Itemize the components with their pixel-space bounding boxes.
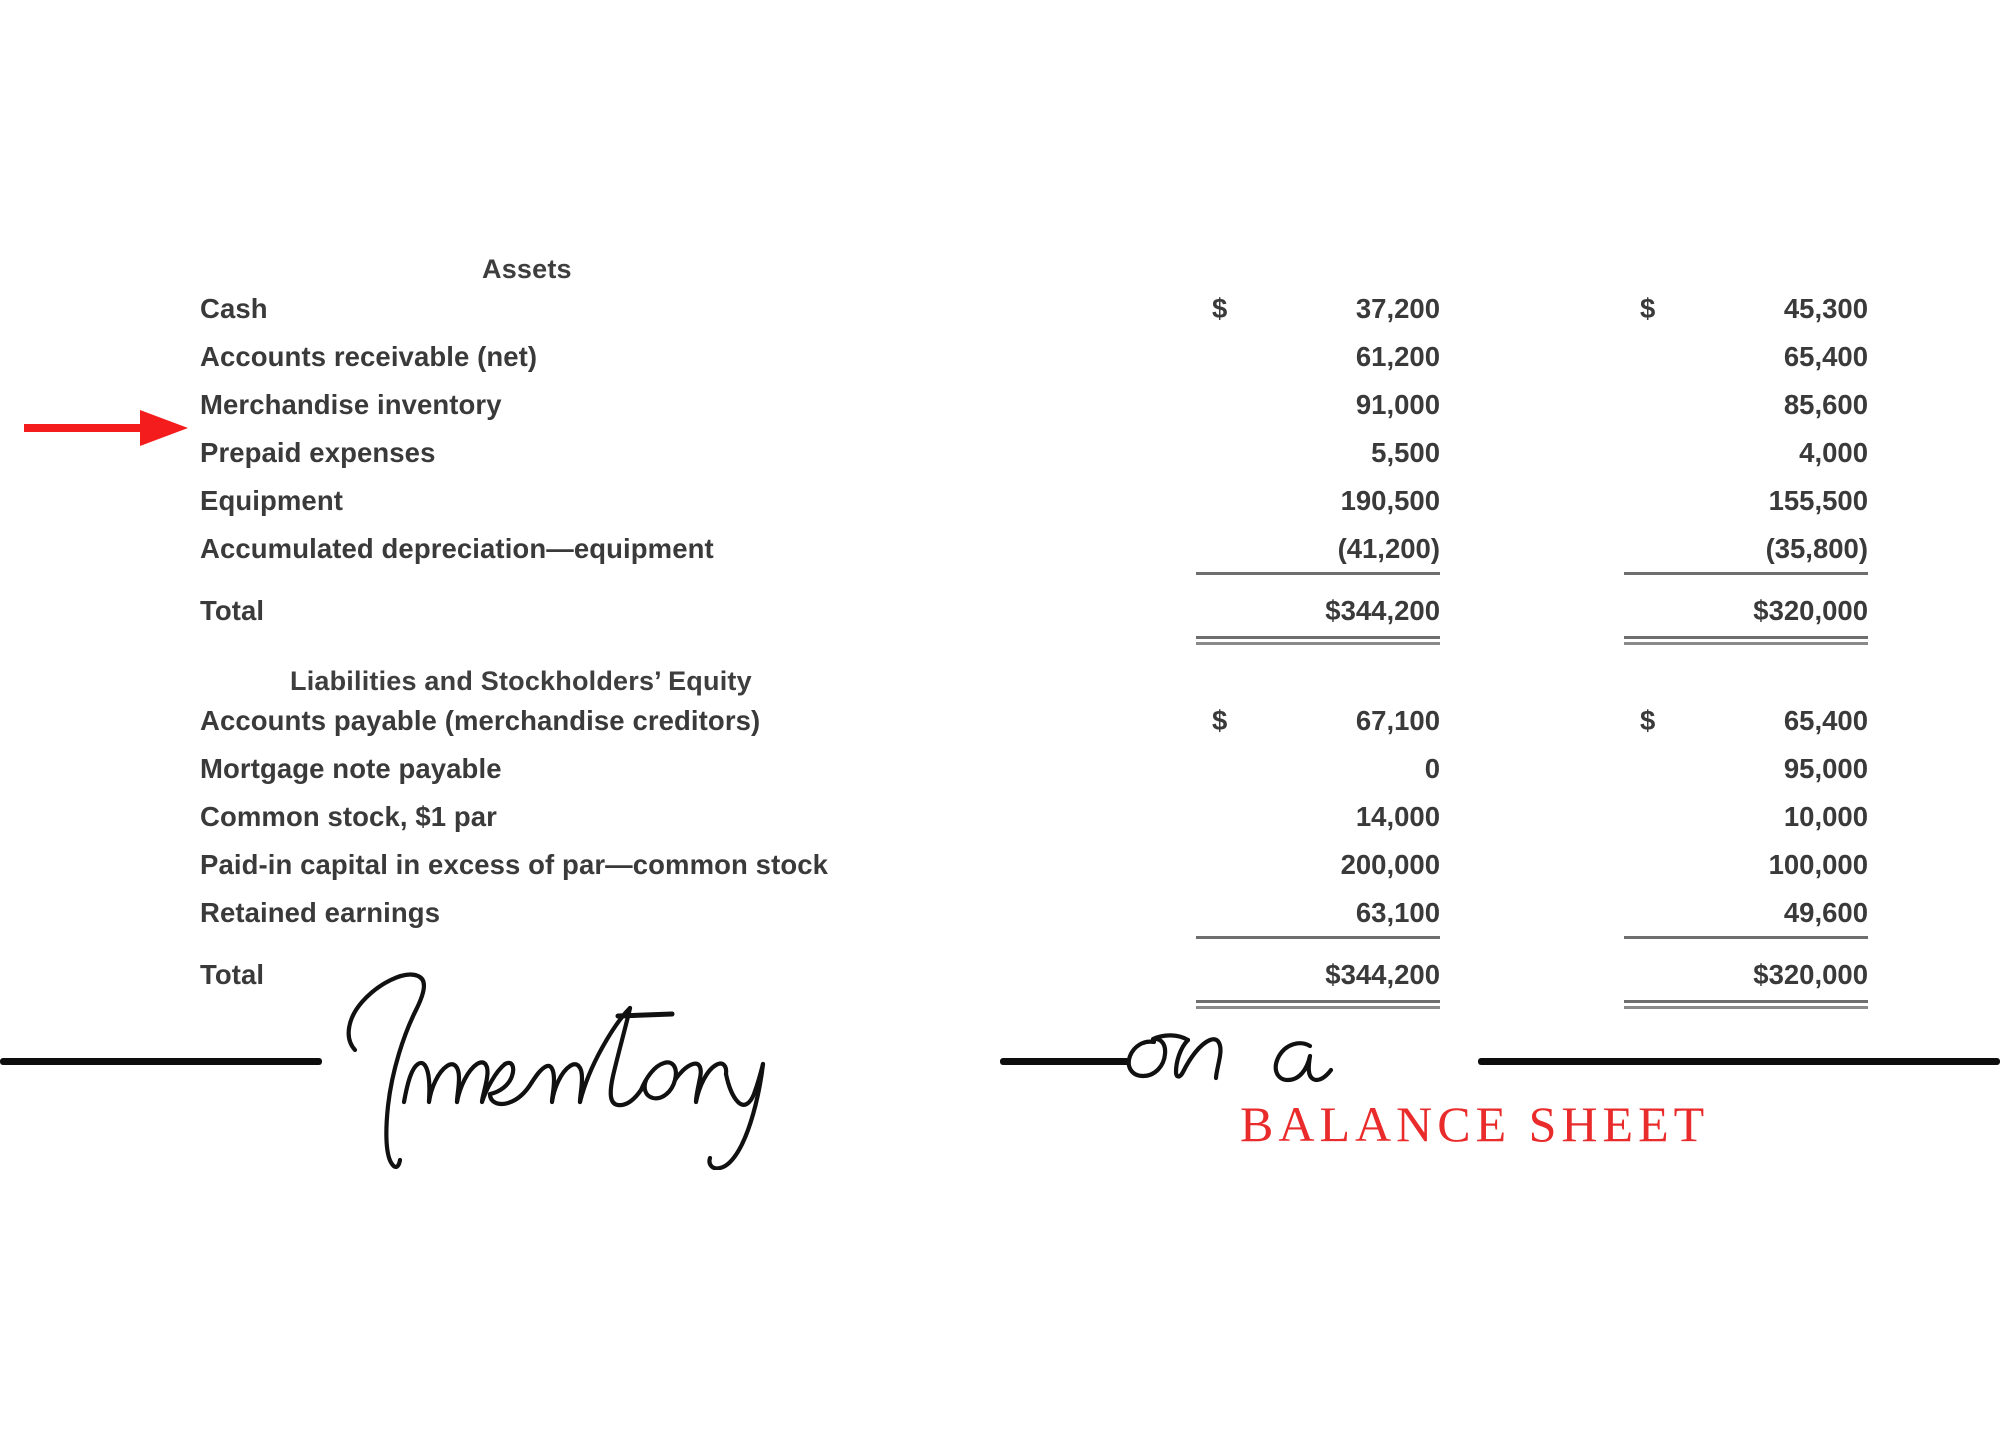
table-row bbox=[200, 437, 1868, 485]
script-word-inventory bbox=[300, 930, 1000, 1170]
row-value-col2 bbox=[1568, 849, 1868, 884]
row-label: Common stock, $1 par bbox=[200, 801, 497, 832]
value-text: $320,000 bbox=[1753, 959, 1868, 990]
value-text: (35,800) bbox=[1765, 533, 1868, 564]
row-spacer bbox=[200, 643, 1865, 657]
value-text: 0 bbox=[1424, 753, 1440, 784]
row-label: Equipment bbox=[200, 485, 343, 516]
value-text: 63,100 bbox=[1355, 897, 1440, 928]
row-value-col2 bbox=[1568, 801, 1868, 836]
row-label: Accumulated depreciation—equipment bbox=[200, 533, 714, 564]
currency-symbol: $ bbox=[1212, 293, 1228, 324]
value-text: 100,000 bbox=[1768, 849, 1868, 880]
currency-symbol: $ bbox=[1212, 705, 1228, 736]
table-row-merchandise-inventory bbox=[200, 389, 1868, 437]
value-text: 5,500 bbox=[1371, 437, 1440, 468]
value-text: 4,000 bbox=[1799, 437, 1868, 468]
row-label: Paid-in capital in excess of par—common stock bbox=[200, 849, 829, 880]
row-label: Cash bbox=[200, 293, 268, 324]
value-text: 65,400 bbox=[1783, 341, 1868, 372]
table-row bbox=[200, 533, 1868, 581]
table-row bbox=[200, 705, 1868, 753]
table-row bbox=[200, 293, 1868, 341]
row-value-col1 bbox=[1140, 437, 1440, 472]
title-rule-right bbox=[1478, 1058, 2000, 1065]
row-value-col1 bbox=[1140, 533, 1440, 568]
row-value-col2 bbox=[1568, 293, 1868, 328]
value-text: $320,000 bbox=[1753, 595, 1868, 626]
value-text: 91,000 bbox=[1355, 389, 1440, 420]
value-text: 85,600 bbox=[1783, 389, 1868, 420]
row-value-col1 bbox=[1140, 389, 1440, 424]
row-value-col1 bbox=[1140, 897, 1440, 932]
row-value-col2 bbox=[1568, 389, 1868, 424]
value-text: 10,000 bbox=[1783, 801, 1868, 832]
currency-symbol: $ bbox=[1640, 705, 1656, 736]
table-row bbox=[200, 753, 1868, 801]
row-value-col1 bbox=[1140, 595, 1440, 630]
row-value-col1 bbox=[1140, 705, 1440, 740]
row-value-col2 bbox=[1568, 437, 1868, 472]
liabilities-section-heading: Liabilities and Stockholders’ Equity bbox=[290, 666, 752, 696]
row-spacer bbox=[200, 581, 1865, 595]
row-label: Prepaid expenses bbox=[200, 437, 436, 468]
row-label: Retained earnings bbox=[200, 897, 441, 928]
subtitle-balance-sheet: BALANCE SHEET bbox=[1240, 1096, 1710, 1152]
balance-sheet-table bbox=[200, 245, 1868, 1007]
value-text: 95,000 bbox=[1783, 753, 1868, 784]
row-label: Mortgage note payable bbox=[200, 753, 502, 784]
value-text: 49,600 bbox=[1783, 897, 1868, 928]
row-value-col1 bbox=[1140, 959, 1440, 994]
row-value-col2 bbox=[1568, 485, 1868, 520]
table-row bbox=[200, 849, 1868, 897]
value-text: 200,000 bbox=[1340, 849, 1440, 880]
row-label: Total bbox=[200, 959, 265, 990]
table-row bbox=[200, 801, 1868, 849]
value-text: $344,200 bbox=[1325, 959, 1440, 990]
value-text: $344,200 bbox=[1325, 595, 1440, 626]
value-text: (41,200) bbox=[1337, 533, 1440, 564]
table-row bbox=[200, 341, 1868, 389]
row-label: Total bbox=[200, 595, 265, 626]
value-text: 65,400 bbox=[1783, 705, 1868, 736]
table-row-assets-total bbox=[200, 595, 1868, 643]
value-text: 61,200 bbox=[1355, 341, 1440, 372]
row-value-col2 bbox=[1568, 341, 1868, 376]
row-value-col2 bbox=[1568, 753, 1868, 788]
value-text: 37,200 bbox=[1355, 293, 1440, 324]
value-text: 67,100 bbox=[1355, 705, 1440, 736]
row-value-col2 bbox=[1568, 705, 1868, 740]
row-value-col1 bbox=[1140, 485, 1440, 520]
value-text: 14,000 bbox=[1355, 801, 1440, 832]
row-value-col2 bbox=[1568, 897, 1868, 932]
assets-section-heading: Assets bbox=[482, 254, 572, 284]
value-text: 155,500 bbox=[1768, 485, 1868, 516]
value-text: 190,500 bbox=[1340, 485, 1440, 516]
value-text: 45,300 bbox=[1783, 293, 1868, 324]
row-value-col2 bbox=[1568, 595, 1868, 630]
table-row bbox=[200, 485, 1868, 533]
title-rule-left bbox=[0, 1058, 322, 1065]
row-value-col1 bbox=[1140, 849, 1440, 884]
row-value-col1 bbox=[1140, 293, 1440, 328]
row-value-col1 bbox=[1140, 341, 1440, 376]
row-value-col1 bbox=[1140, 801, 1440, 836]
row-value-col2 bbox=[1568, 533, 1868, 568]
row-value-col2 bbox=[1568, 959, 1868, 994]
currency-symbol: $ bbox=[1640, 293, 1656, 324]
row-label: Accounts payable (merchandise creditors) bbox=[200, 705, 761, 736]
row-label: Merchandise inventory bbox=[200, 389, 502, 420]
row-value-col1 bbox=[1140, 753, 1440, 788]
red-arrow-icon bbox=[22, 404, 192, 452]
row-label: Accounts receivable (net) bbox=[200, 341, 538, 372]
